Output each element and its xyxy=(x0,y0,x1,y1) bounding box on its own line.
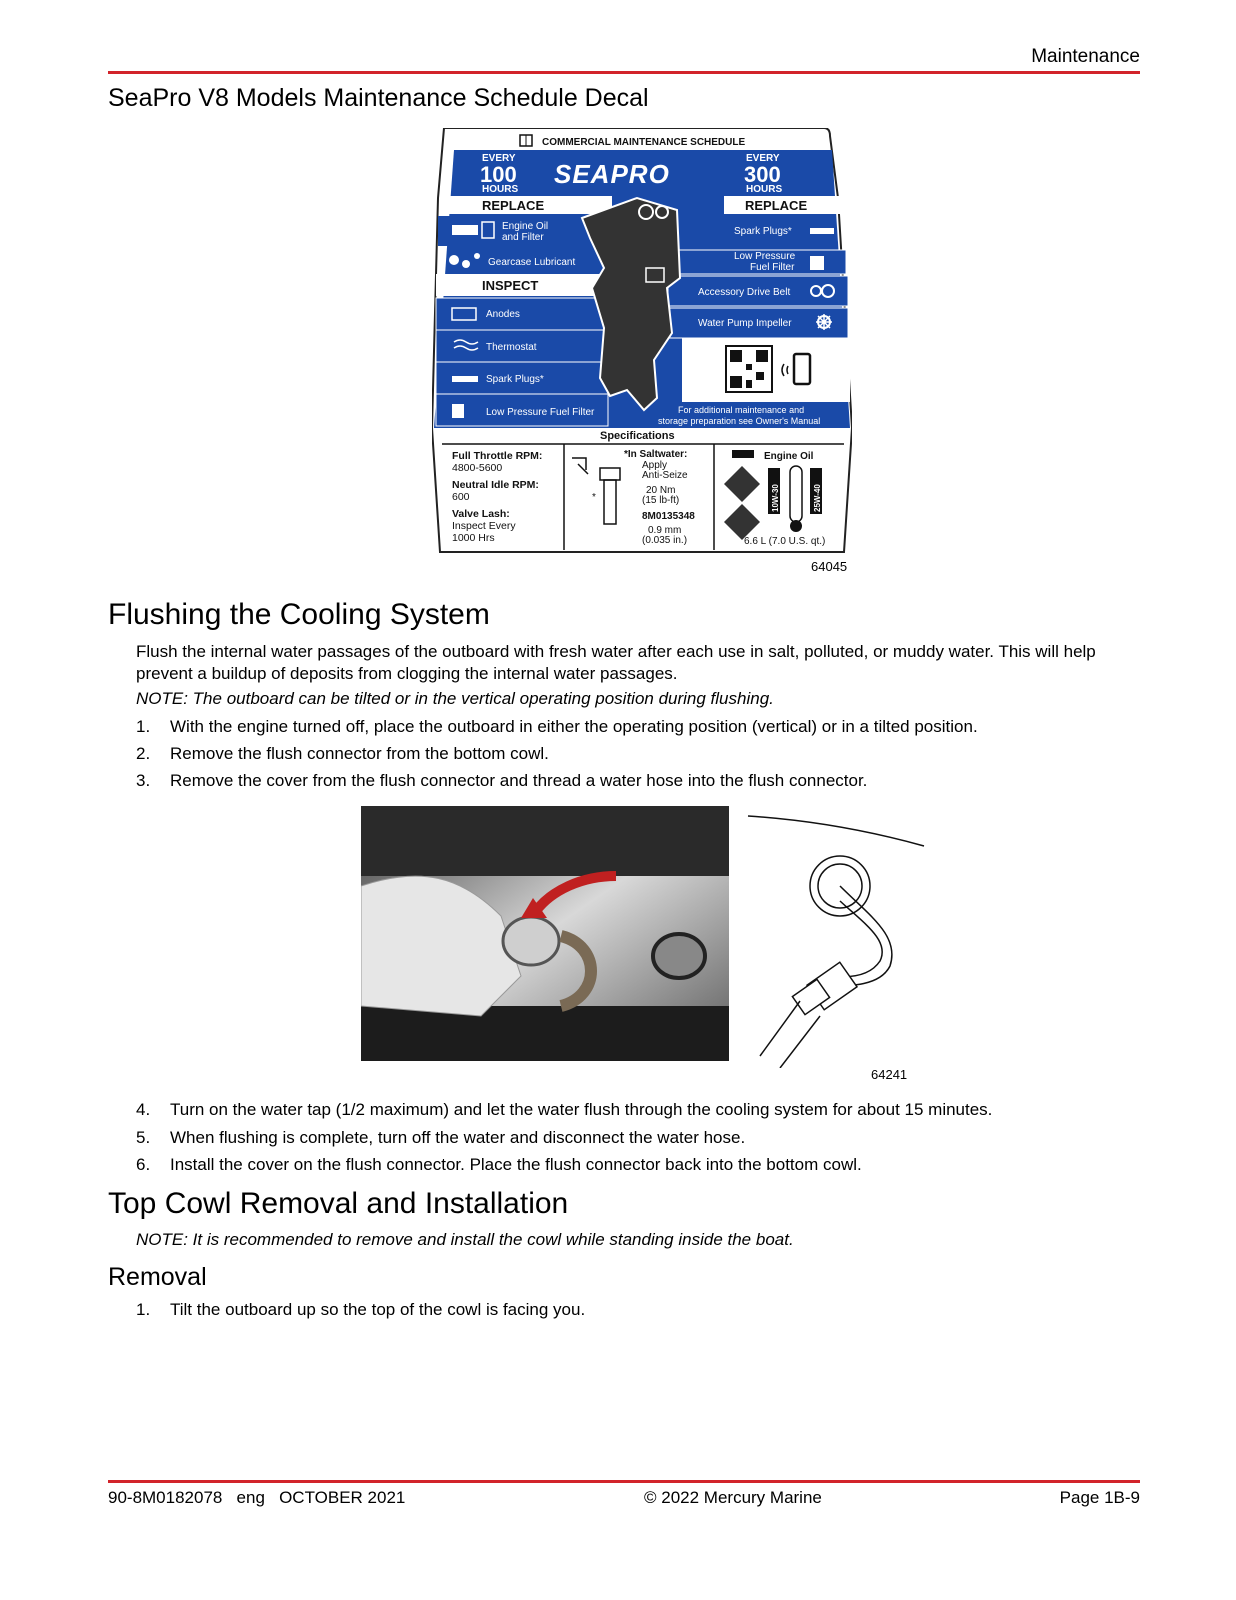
torque-2: (15 lb-ft) xyxy=(642,495,680,506)
maintenance-decal xyxy=(432,128,852,558)
spark-plug-icon xyxy=(452,376,478,382)
right-interval-value: 300 xyxy=(744,162,781,187)
decal-figure-id: 64045 xyxy=(811,559,848,574)
impeller-icon xyxy=(816,314,832,330)
footer-copyright: © 2022 Mercury Marine xyxy=(644,1488,822,1507)
oil-grade-1: 10W-30 xyxy=(771,484,780,512)
step-4: 4. Turn on the water tap (1/2 maximum) and let the water flush through the cooling system for about 15 minutes. xyxy=(136,1100,993,1119)
right-replace-label: REPLACE xyxy=(745,198,808,213)
cowl-port xyxy=(653,934,705,978)
cowl-note xyxy=(136,1230,794,1250)
hose-coupling xyxy=(792,962,857,1014)
right-hours: HOURS xyxy=(746,184,783,195)
oil-capacity: 6.6 L (7.0 U.S. qt.) xyxy=(744,536,826,547)
additional-info-1: For additional maintenance and xyxy=(678,405,805,415)
inspect-item-4: Low Pressure Fuel Filter xyxy=(486,407,595,418)
flush-connector xyxy=(503,917,559,965)
right-replace-item-4: Water Pump Impeller xyxy=(698,318,792,329)
step-5: 5. When flushing is complete, turn off the water and disconnect the water hose. xyxy=(136,1128,746,1147)
inspect-item-1: Anodes xyxy=(486,309,520,320)
left-every: EVERY xyxy=(482,153,516,164)
right-every: EVERY xyxy=(746,153,780,164)
footer-rule xyxy=(108,1480,1140,1483)
cowl-title: Top Cowl Removal and Installation xyxy=(108,1187,569,1220)
gap-2: (0.035 in.) xyxy=(642,535,688,546)
decal-top-title: COMMERCIAL MAINTENANCE SCHEDULE xyxy=(542,137,746,148)
brand-logo: SEAPRO xyxy=(554,159,670,189)
flushing-intro: Flush the internal water passages of the outboard with fresh water after each use in salt, polluted, or muddy water. This will help prevent a buildup of deposits from clogging the internal water passages. xyxy=(136,642,1096,683)
right-replace-item-3: Accessory Drive Belt xyxy=(698,287,791,298)
photo-figure-id: 64241 xyxy=(871,1067,908,1082)
removal-title: Removal xyxy=(108,1263,207,1291)
decal-section-title: SeaPro V8 Models Maintenance Schedule Decal xyxy=(108,84,649,112)
fuel-filter-icon-right xyxy=(810,256,824,270)
fuel-filter-icon xyxy=(452,404,464,418)
right-replace-item-1: Spark Plugs* xyxy=(734,226,792,237)
flush-connector-photo xyxy=(361,806,729,1061)
left-replace-label: REPLACE xyxy=(482,198,545,213)
plug-part-number: 8M0135348 xyxy=(642,511,695,522)
flush-connector-drawing xyxy=(740,806,940,1068)
footer-doc: 90-8M0182078 eng OCTOBER 2021 xyxy=(108,1488,406,1507)
right-replace-item-2a: Low Pressure xyxy=(734,251,796,262)
step-3: 3. Remove the cover from the flush connector and thread a water hose into the flush connector. xyxy=(136,771,868,790)
removal-step-1: 1. Tilt the outboard up so the top of the cowl is facing you. xyxy=(136,1300,586,1319)
step-2: 2. Remove the flush connector from the bottom cowl. xyxy=(136,744,549,763)
step-1: 1. With the engine turned off, place the outboard in either the operating position (vertical) or in a tilted position. xyxy=(136,717,978,736)
torque-1: 20 Nm xyxy=(646,485,676,496)
note-text: The outboard can be tilted or in the vertical operating position during flushing. xyxy=(187,689,774,708)
flushing-note xyxy=(136,689,774,709)
specs-title: Specifications xyxy=(600,430,675,442)
spec-full-throttle-value: 4800-5600 xyxy=(452,462,503,474)
book-icon xyxy=(520,135,532,146)
left-replace-item-1b: and Filter xyxy=(502,232,544,243)
spec-idle-label: Neutral Idle RPM: xyxy=(452,479,539,491)
cowl-note-text: It is recommended to remove and install the cowl while standing inside the boat. xyxy=(187,1230,794,1249)
saltwater-label: *In Saltwater: xyxy=(624,449,688,460)
step-6: 6. Install the cover on the flush connector. Place the flush connector back into the bottom cowl. xyxy=(136,1155,862,1174)
saltwater-2: Anti-Seize xyxy=(642,470,688,481)
spark-plug-icon-right xyxy=(810,228,834,234)
header-rule xyxy=(108,71,1140,74)
note-label: NOTE: xyxy=(136,689,188,708)
spec-idle-value: 600 xyxy=(452,491,470,503)
inspect-item-3: Spark Plugs* xyxy=(486,374,544,385)
svg-text:*: * xyxy=(592,492,596,503)
oil-can-icon-small xyxy=(732,450,754,458)
spec-valve-value-2: 1000 Hrs xyxy=(452,532,495,544)
left-replace-item-1a: Engine Oil xyxy=(502,221,549,232)
engine-oil-label: Engine Oil xyxy=(764,451,814,462)
additional-info-2: storage preparation see Owner's Manual xyxy=(658,416,821,426)
oil-grade-2: 25W-40 xyxy=(813,484,822,512)
qr-code-icon xyxy=(726,346,772,392)
saltwater-1: Apply xyxy=(642,460,668,471)
gap-1: 0.9 mm xyxy=(648,525,682,536)
inspect-label: INSPECT xyxy=(482,278,539,293)
spec-valve-value-1: Inspect Every xyxy=(452,520,516,532)
left-hours: HOURS xyxy=(482,184,519,195)
spec-valve-label: Valve Lash: xyxy=(452,508,510,520)
inspect-item-2: Thermostat xyxy=(486,342,537,353)
right-replace-item-2b: Fuel Filter xyxy=(750,262,795,273)
footer-page: Page 1B-9 xyxy=(1059,1488,1140,1507)
spec-full-throttle-label: Full Throttle RPM: xyxy=(452,450,543,462)
running-header: Maintenance xyxy=(1031,46,1140,67)
cowl-note-label: NOTE: xyxy=(136,1230,188,1249)
left-interval-value: 100 xyxy=(480,162,517,187)
flushing-title: Flushing the Cooling System xyxy=(108,598,490,631)
left-replace-item-2: Gearcase Lubricant xyxy=(488,257,576,268)
